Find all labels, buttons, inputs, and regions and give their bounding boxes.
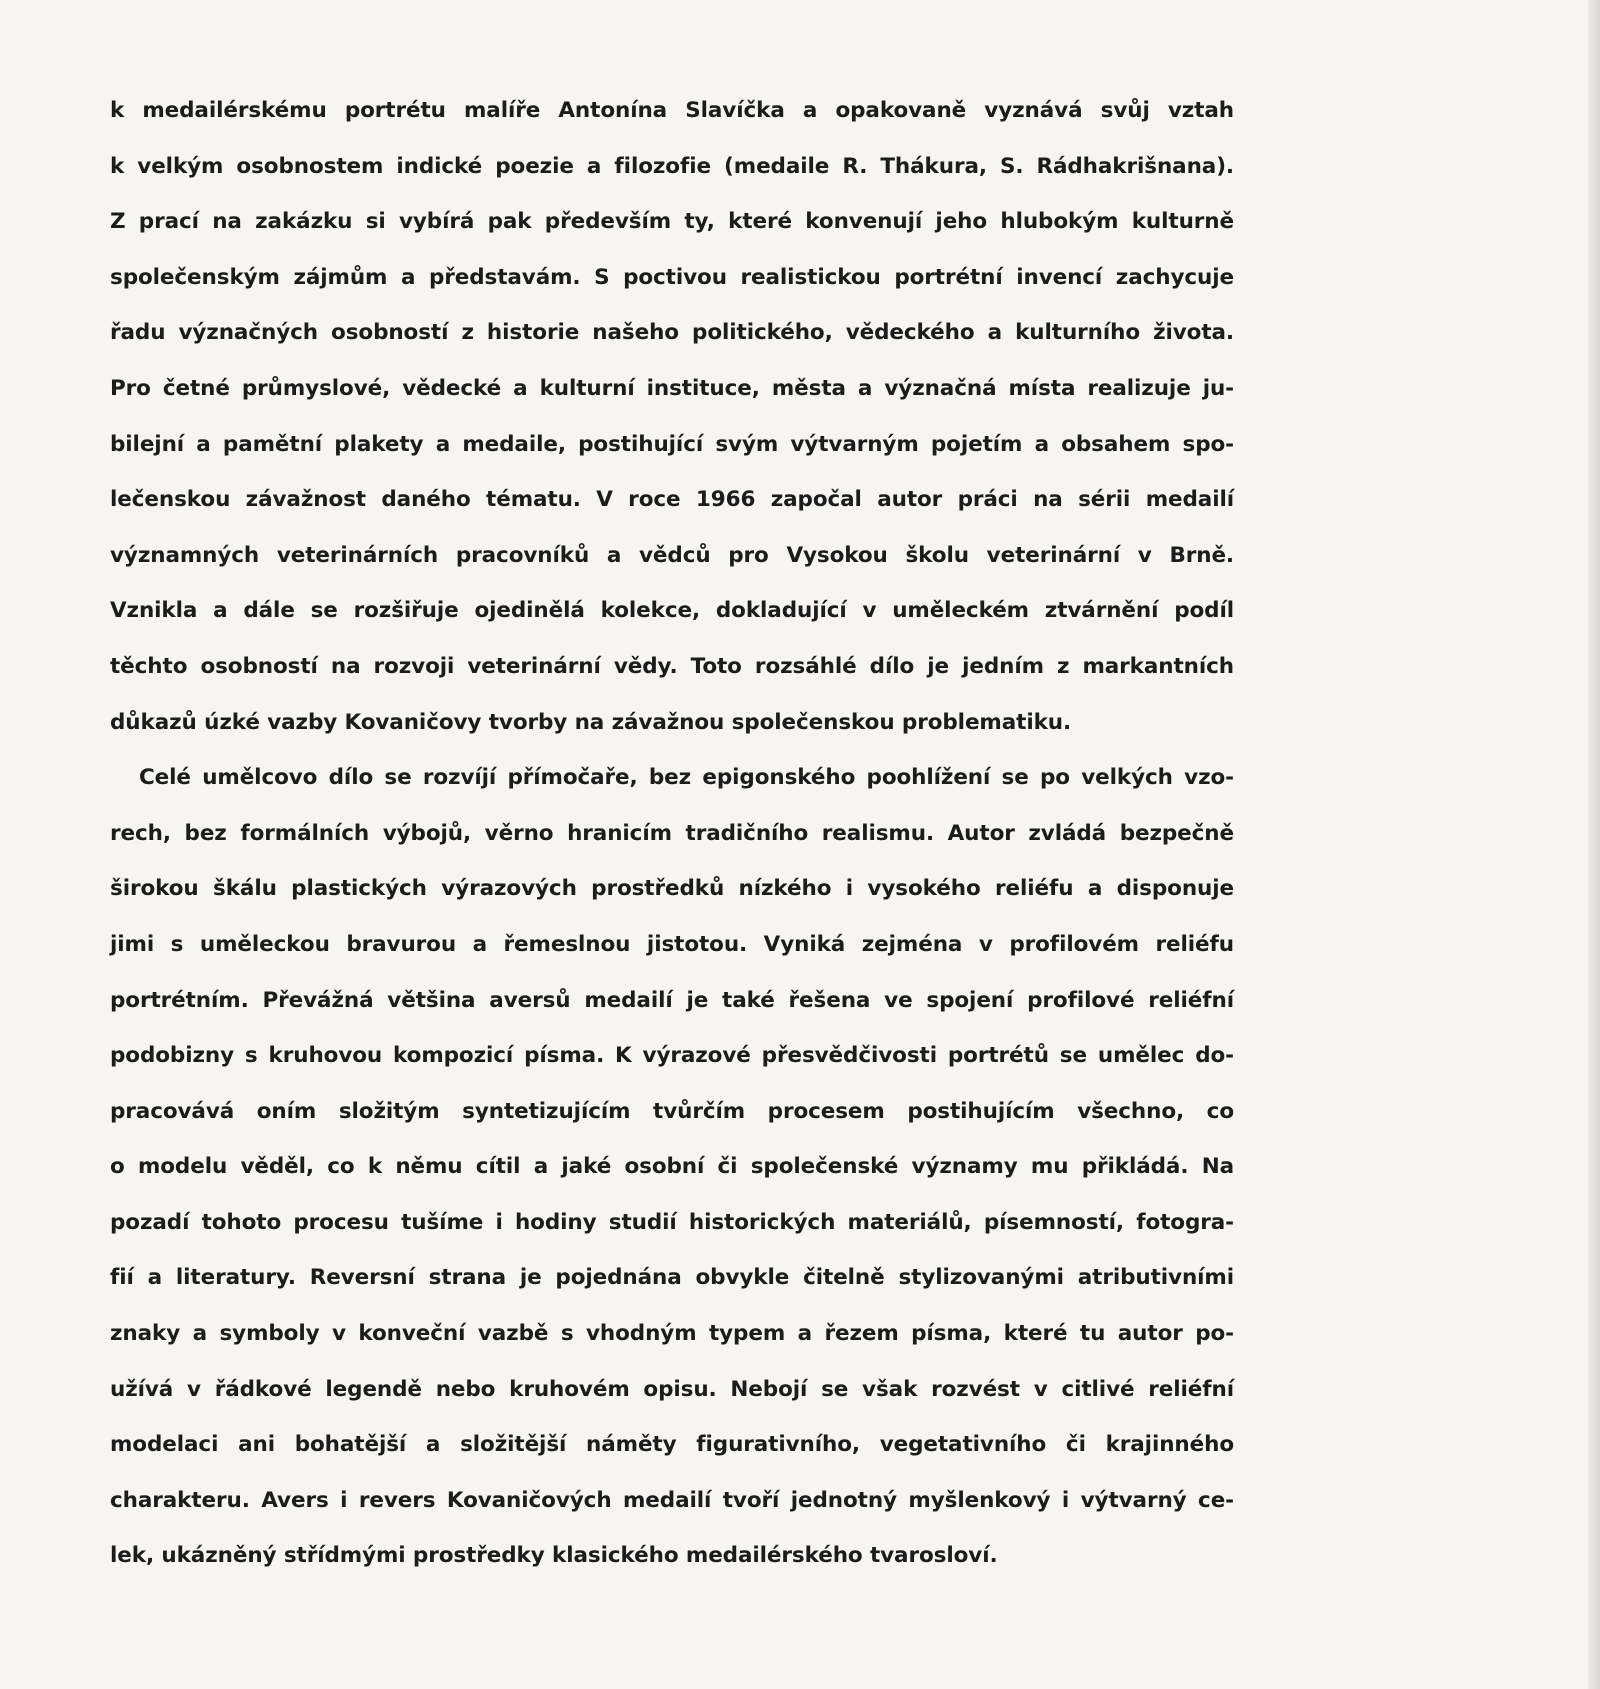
text-line: Vznikla a dále se rozšiřuje ojedinělá kolekce, dokladující v uměleckém ztvárnění podíl <box>110 598 1234 624</box>
text-line: lek, ukázněný střídmými prostředky klasického medailérského tvarosloví. <box>110 1543 998 1569</box>
body-text <box>110 92 1234 1593</box>
text-line: důkazů úzké vazby Kovaničovy tvorby na závažnou společenskou problematiku. <box>110 709 1072 735</box>
text-line: společenským zájmům a představám. S poctivou realistickou portrétní invencí zachycuje <box>110 264 1234 290</box>
text-line: modelaci ani bohatější a složitější náměty figurativního, vegetativního či krajinného <box>110 1432 1234 1458</box>
text-line: významných veterinárních pracovníků a vědců pro Vysokou školu veterinární v Brně. <box>110 542 1234 568</box>
text-line: Pro četné průmyslové, vědecké a kulturní instituce, města a význačná místa realizuje ju- <box>110 375 1234 401</box>
text-line: pozadí tohoto procesu tušíme i hodiny studií historických materiálů, písemností, fotogra- <box>110 1209 1234 1235</box>
text-line: Celé umělcovo dílo se rozvíjí přímočaře, bez epigonského poohlížení se po velkých vzo- <box>139 765 1234 791</box>
text-line: lečenskou závažnost daného tématu. V roce 1966 započal autor práci na sérii medailí <box>110 487 1234 513</box>
text-line: jimi s uměleckou bravurou a řemeslnou jistotou. Vyniká zejména v profilovém reliéfu <box>110 931 1234 957</box>
text-line: širokou škálu plastických výrazových prostředků nízkého i vysokého reliéfu a disponuje <box>110 876 1234 902</box>
text-line: charakteru. Avers i revers Kovaničových medailí tvoří jednotný myšlenkový i výtvarný ce- <box>110 1487 1234 1513</box>
text-line: znaky a symboly v konveční vazbě s vhodným typem a řezem písma, které tu autor po- <box>110 1321 1234 1347</box>
text-line: o modelu věděl, co k němu cítil a jaké osobní či společenské významy mu přikládá. Na <box>110 1154 1234 1180</box>
text-line: rech, bez formálních výbojů, věrno hranicím tradičního realismu. Autor zvládá bezpečně <box>110 820 1234 846</box>
text-line: užívá v řádkové legendě nebo kruhovém opisu. Nebojí se však rozvést v citlivé reliéfní <box>110 1376 1234 1402</box>
text-line: Z prací na zakázku si vybírá pak především ty, které konvenují jeho hlubokým kulturně <box>110 209 1234 235</box>
text-line: k velkým osobnostem indické poezie a filozofie (medaile R. Thákura, S. Rádhakrišnana). <box>110 153 1234 179</box>
text-line: pracovává oním složitým syntetizujícím tvůrčím procesem postihujícím všechno, co <box>110 1098 1234 1124</box>
page-edge <box>1588 0 1600 1689</box>
text-line: řadu význačných osobností z historie našeho politického, vědeckého a kulturního života. <box>110 320 1234 346</box>
text-line: bilejní a pamětní plakety a medaile, postihující svým výtvarným pojetím a obsahem spo- <box>110 431 1234 457</box>
text-line: těchto osobností na rozvoji veterinární vědy. Toto rozsáhlé dílo je jedním z markantních <box>110 653 1234 679</box>
text-line: fií a literatury. Reversní strana je pojednána obvykle čitelně stylizovanými atributivními <box>110 1265 1234 1291</box>
text-line: portrétním. Převážná většina aversů medailí je také řešena ve spojení profilové reliéfní <box>110 987 1234 1013</box>
text-line: podobizny s kruhovou kompozicí písma. K výrazové přesvědčivosti portrétů se umělec do- <box>110 1043 1234 1069</box>
paragraph <box>110 759 1234 1593</box>
paragraph <box>110 92 1234 759</box>
text-line: k medailérskému portrétu malíře Antonína Slavíčka a opakovaně vyznává svůj vztah <box>110 98 1234 123</box>
